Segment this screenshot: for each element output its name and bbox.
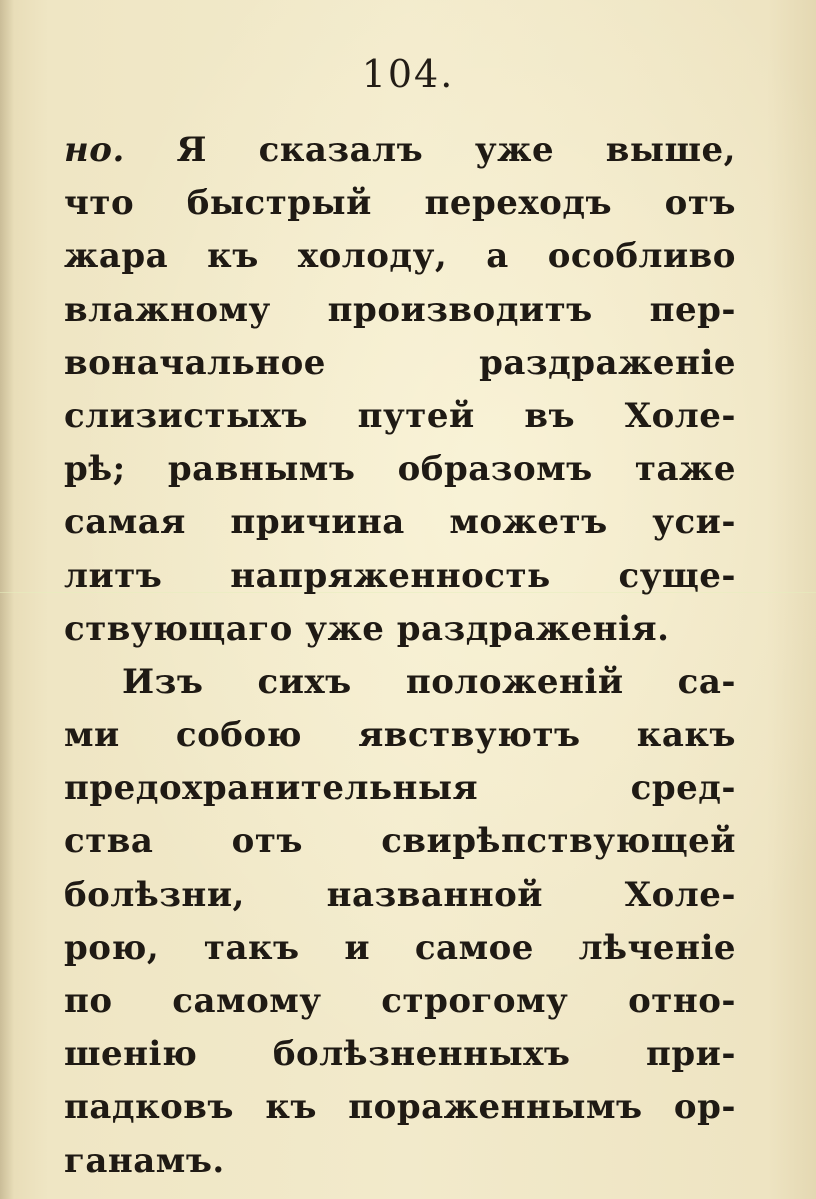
text-line: воначальное раздраженіе bbox=[64, 342, 736, 383]
text-line-paragraph-start: Изъ сихъ положеній са- bbox=[122, 661, 736, 702]
italic-word: но. bbox=[64, 130, 125, 170]
text-line: жара къ холоду, а особливо bbox=[64, 236, 736, 277]
gutter-shadow bbox=[0, 0, 14, 1199]
page-number: 104. bbox=[361, 52, 455, 96]
text-line: предохранительныя сред- bbox=[64, 768, 736, 809]
text-line-paragraph-end: ствующаго уже раздраженія. bbox=[64, 608, 670, 649]
body-text bbox=[64, 124, 736, 1188]
text-line: самая причина можетъ уси- bbox=[64, 502, 736, 543]
text-line: рѣ; равнымъ образомъ таже bbox=[64, 449, 736, 490]
text-line: литъ напряженность суще- bbox=[64, 555, 736, 596]
text-line: болѣзни, названной Холе- bbox=[64, 874, 736, 915]
text-line: ми собою явствуютъ какъ bbox=[64, 715, 736, 756]
line-text: Я сказалъ уже выше, bbox=[124, 130, 736, 170]
text-line: ства отъ свирѣпствующей bbox=[64, 821, 736, 862]
text-line bbox=[64, 124, 736, 177]
text-line: шенію болѣзненныхъ при- bbox=[64, 1034, 736, 1075]
text-line: влажному производитъ пер- bbox=[64, 289, 736, 330]
text-line: что быстрый переходъ отъ bbox=[64, 183, 736, 224]
text-line: падковъ къ пораженнымъ ор- bbox=[64, 1087, 736, 1128]
text-line: рою, такъ и самое лѣченіе bbox=[64, 927, 736, 968]
text-line: по самому строгому отно- bbox=[64, 981, 736, 1021]
text-line-paragraph-end: ганамъ. bbox=[64, 1140, 225, 1181]
text-line: слизистыхъ путей въ Холе- bbox=[64, 395, 736, 436]
